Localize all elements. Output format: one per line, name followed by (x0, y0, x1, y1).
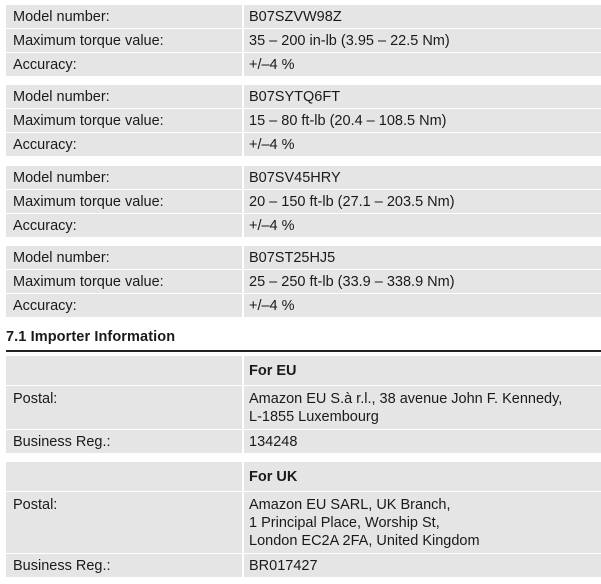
section-title: 7.1 Importer Information (6, 329, 176, 345)
max-torque-value: 35 – 200 in-lb (3.95 – 22.5 Nm) (243, 29, 601, 53)
model-number-value: B07SZVW98Z (243, 5, 601, 29)
table-row (6, 386, 601, 430)
table-row (6, 53, 601, 77)
max-torque-label: Maximum torque value: (6, 29, 243, 53)
max-torque-label: Maximum torque value: (6, 270, 243, 294)
accuracy-value: +/–4 % (243, 214, 601, 238)
importer-table-eu (6, 356, 601, 453)
table-row (6, 270, 601, 294)
address-line: London EC2A 2FA, United Kingdom (249, 533, 480, 549)
accuracy-label: Accuracy: (6, 294, 243, 318)
address-line: Amazon EU SARL, UK Branch, (249, 497, 451, 513)
table-row (6, 166, 601, 190)
importer-table-uk (6, 462, 601, 577)
table-row (6, 5, 601, 29)
business-reg-value-eu: 134248 (243, 430, 601, 454)
table-row (6, 246, 601, 270)
model-number-label: Model number: (6, 85, 243, 109)
table-row (6, 133, 601, 157)
max-torque-value: 20 – 150 ft-lb (27.1 – 203.5 Nm) (243, 190, 601, 214)
postal-label: Postal: (6, 386, 243, 430)
accuracy-label: Accuracy: (6, 214, 243, 238)
accuracy-label: Accuracy: (6, 133, 243, 157)
max-torque-label: Maximum torque value: (6, 109, 243, 133)
table-row (6, 492, 601, 554)
model-number-value: B07ST25HJ5 (243, 246, 601, 270)
table-row (6, 190, 601, 214)
accuracy-value: +/–4 % (243, 294, 601, 318)
table-row (6, 356, 601, 386)
address-line: L-1855 Luxembourg (249, 409, 379, 425)
table-row (6, 554, 601, 578)
model-number-label: Model number: (6, 246, 243, 270)
table-row (6, 430, 601, 454)
table-row (6, 462, 601, 492)
region-heading-eu: For EU (243, 356, 601, 386)
spec-table-model-2 (6, 85, 601, 156)
table-row (6, 109, 601, 133)
accuracy-value: +/–4 % (243, 53, 601, 77)
spec-table-model-1 (6, 5, 601, 76)
address-line: 1 Principal Place, Worship St, (249, 515, 440, 531)
model-number-value: B07SYTQ6FT (243, 85, 601, 109)
model-number-label: Model number: (6, 5, 243, 29)
postal-value-uk (243, 492, 601, 554)
address-line: Amazon EU S.à r.l., 38 avenue John F. Kennedy, (249, 391, 563, 407)
table-row (6, 294, 601, 318)
header-spacer (6, 356, 243, 386)
business-reg-label: Business Reg.: (6, 554, 243, 578)
table-row (6, 85, 601, 109)
model-number-label: Model number: (6, 166, 243, 190)
max-torque-label: Maximum torque value: (6, 190, 243, 214)
spec-table-model-3 (6, 166, 601, 237)
table-row (6, 29, 601, 53)
postal-value-eu (243, 386, 601, 430)
spec-table-model-4 (6, 246, 601, 317)
business-reg-value-uk: BR017427 (243, 554, 601, 578)
accuracy-value: +/–4 % (243, 133, 601, 157)
model-number-value: B07SV45HRY (243, 166, 601, 190)
section-divider (6, 350, 601, 352)
max-torque-value: 25 – 250 ft-lb (33.9 – 338.9 Nm) (243, 270, 601, 294)
region-heading-uk: For UK (243, 462, 601, 492)
header-spacer (6, 462, 243, 492)
max-torque-value: 15 – 80 ft-lb (20.4 – 108.5 Nm) (243, 109, 601, 133)
postal-label: Postal: (6, 492, 243, 554)
business-reg-label: Business Reg.: (6, 430, 243, 454)
table-row (6, 214, 601, 238)
accuracy-label: Accuracy: (6, 53, 243, 77)
